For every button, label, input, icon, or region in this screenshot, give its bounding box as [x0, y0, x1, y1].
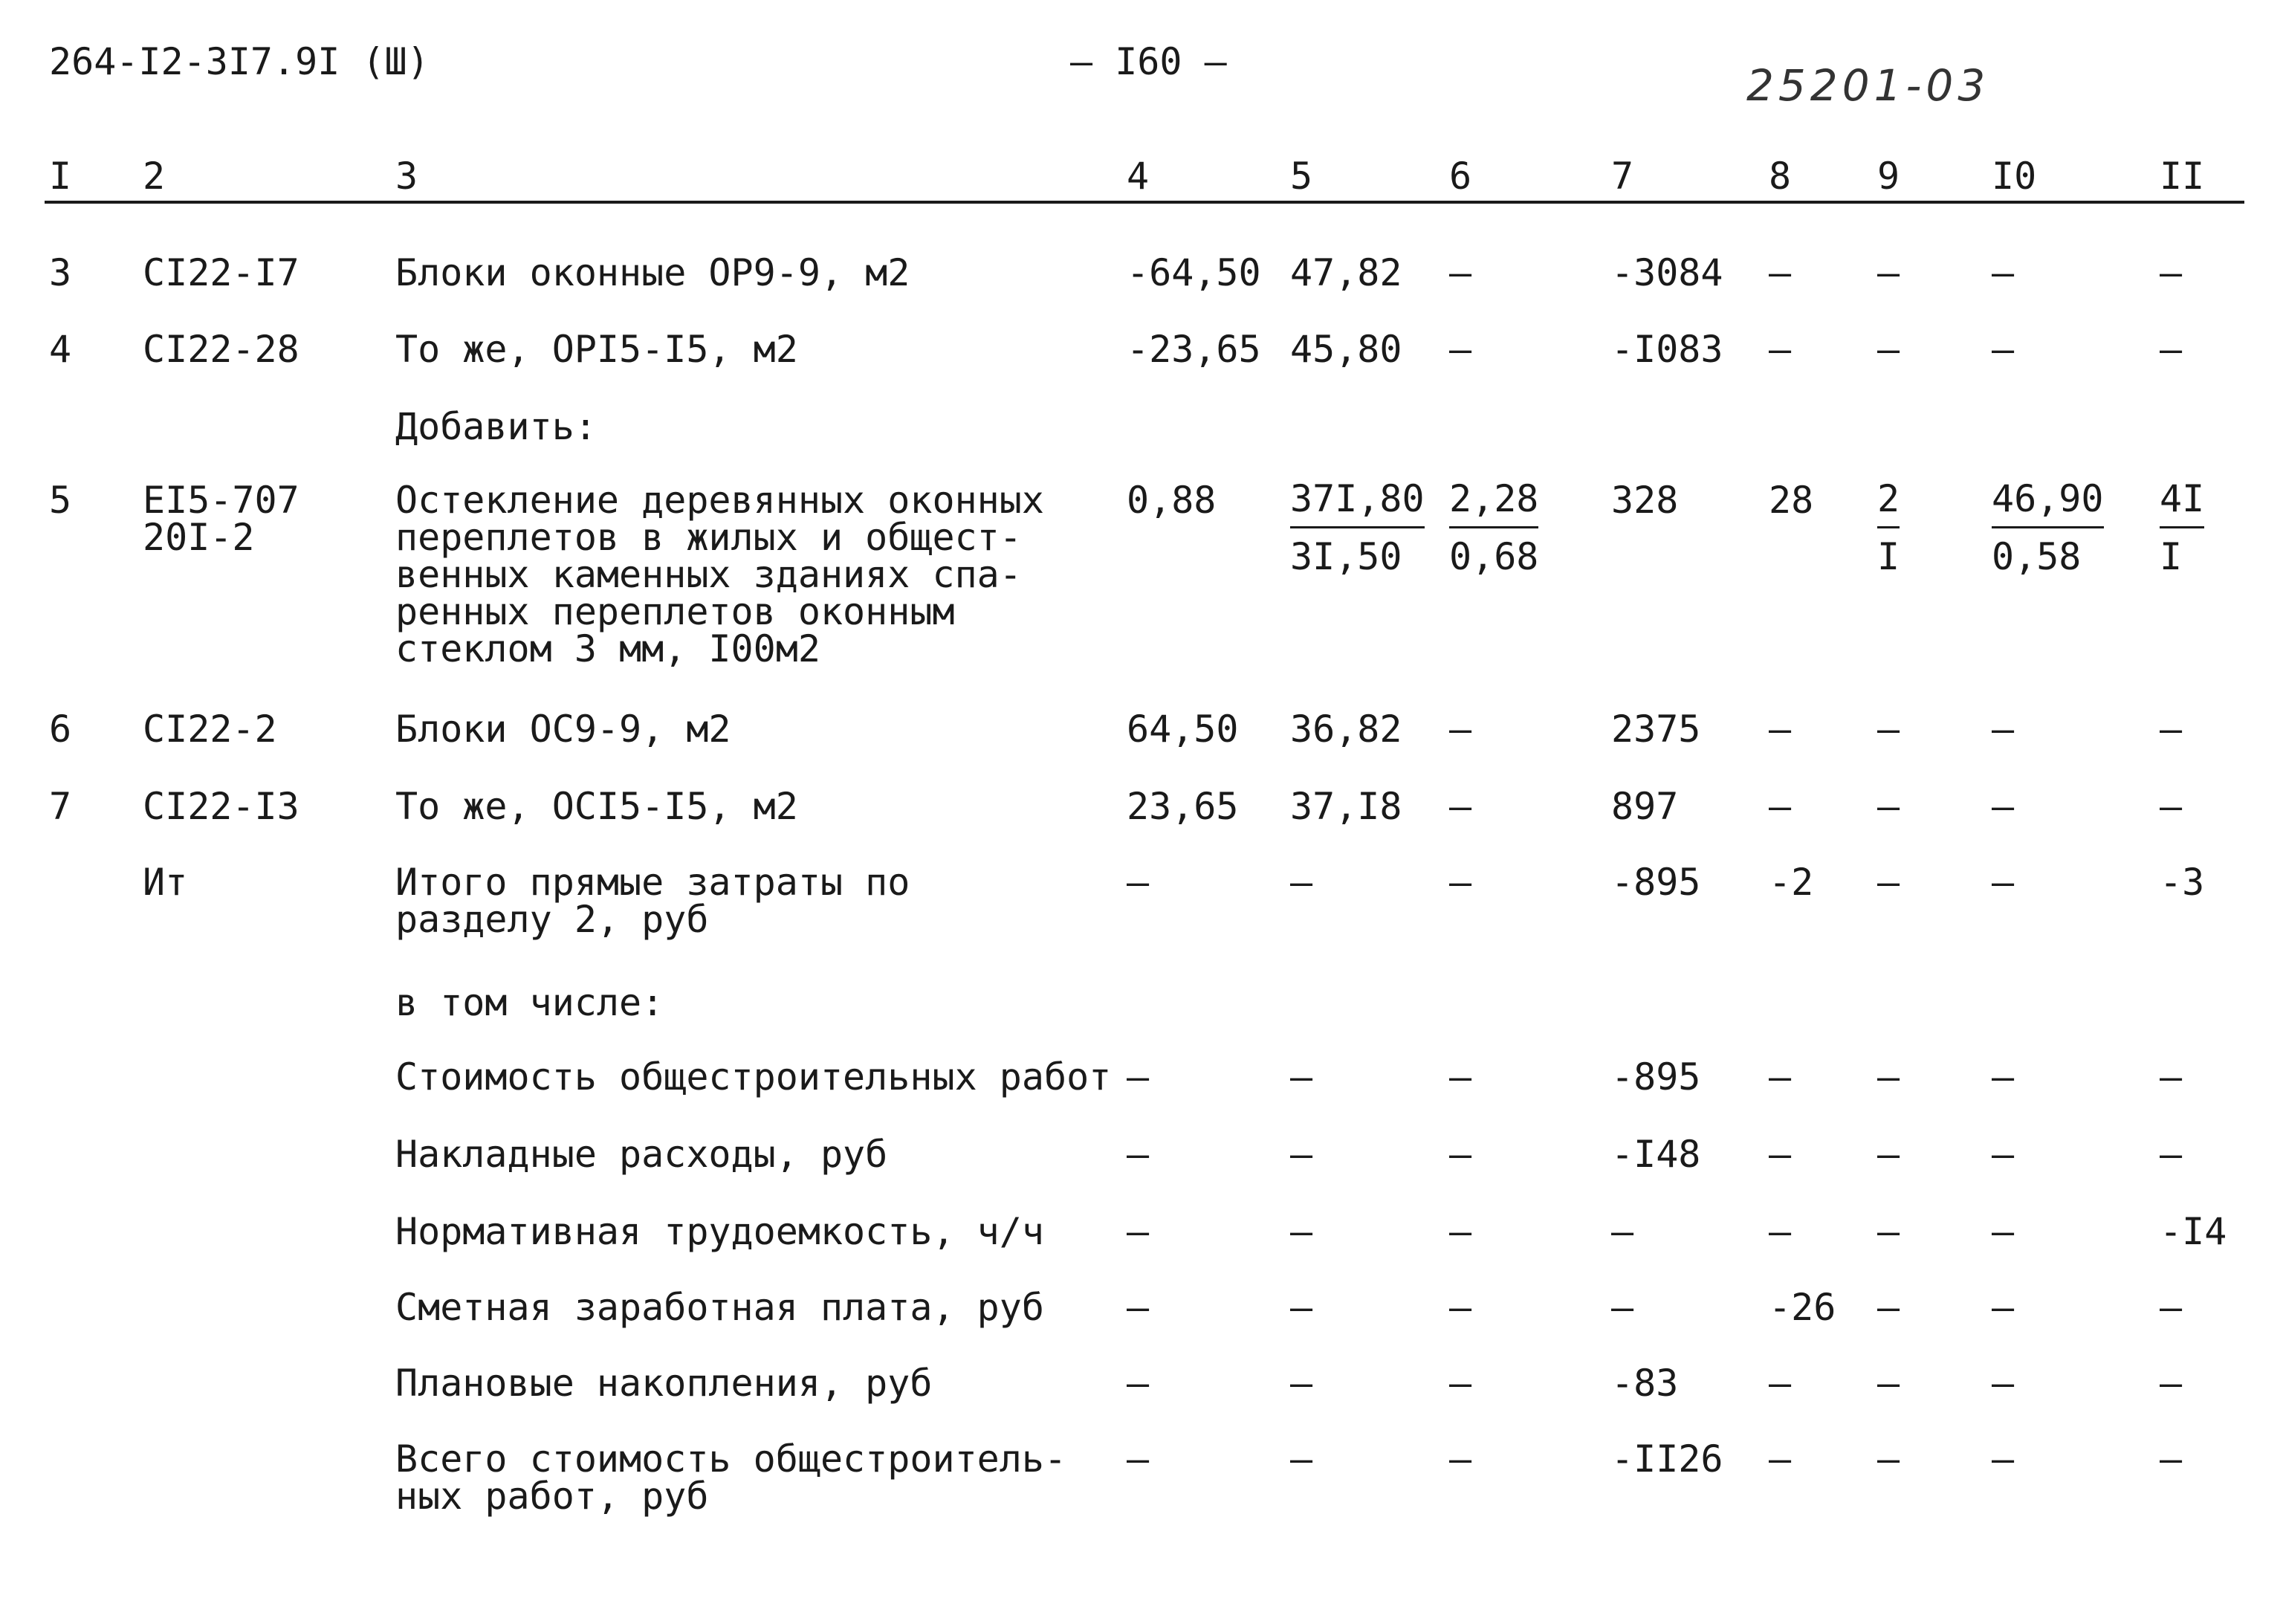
header-rule: [45, 201, 2244, 204]
column-header-10: I0: [1992, 155, 2037, 198]
cell-total: -895: [1611, 1055, 1701, 1099]
cell-description: [395, 981, 664, 1024]
text-line: ренных переплетов оконным: [395, 590, 955, 633]
fraction-denominator: I: [2160, 535, 2183, 578]
cell-labor-unit: [1992, 474, 2104, 585]
cell-labor-per-unit: –: [1877, 861, 1900, 904]
cell-quantity: –: [1127, 1210, 1150, 1253]
text-line: ЕI5-707: [143, 479, 299, 522]
cell-quantity: –: [1127, 1362, 1150, 1405]
cell-total: 328: [1611, 479, 1679, 522]
text-line: переплетов в жилых и общест-: [395, 516, 1022, 559]
cell-labor-total: –: [2160, 1055, 2183, 1099]
column-header-7: 7: [1611, 155, 1634, 198]
cell-labor-total: –: [2160, 785, 2183, 828]
fraction-numerator: 4I: [2160, 474, 2204, 528]
cell-unit-price: 45,80: [1290, 328, 1402, 371]
text-line: Всего стоимость общестроитель-: [395, 1437, 1067, 1481]
column-header-3: 3: [395, 155, 418, 198]
cell-description: [395, 328, 798, 371]
cell-price-extra: –: [1449, 1055, 1472, 1099]
cell-wages: –: [1769, 251, 1792, 294]
cell-unit-price: –: [1290, 1437, 1313, 1481]
cell-labor-total: –: [2160, 328, 2183, 371]
cell-wages: –: [1769, 785, 1792, 828]
cell-wages: –: [1769, 1133, 1792, 1176]
page-number: – I60 –: [1070, 40, 1227, 83]
cell-wages: –: [1769, 1210, 1792, 1253]
cell-labor-per-unit: –: [1877, 708, 1900, 751]
cell-unit-price: –: [1290, 1133, 1313, 1176]
column-header-1: I: [49, 155, 72, 198]
handwritten-number: 25201-03: [1746, 60, 1990, 111]
cell-index: 4: [49, 328, 72, 371]
column-header-9: 9: [1877, 155, 1900, 198]
text-line: Блоки ОС9-9, м2: [395, 708, 731, 751]
cell-unit-price: –: [1290, 1286, 1313, 1329]
cell-unit-price: 37,I8: [1290, 785, 1402, 828]
cell-labor-per-unit: –: [1877, 1210, 1900, 1253]
cell-labor-per-unit: –: [1877, 1133, 1900, 1176]
cell-wages: –: [1769, 708, 1792, 751]
cell-quantity: -64,50: [1127, 251, 1261, 294]
cell-unit-price: –: [1290, 861, 1313, 904]
cell-code: Ит: [143, 861, 188, 904]
cell-price-extra: –: [1449, 708, 1472, 751]
column-header-4: 4: [1127, 155, 1150, 198]
cell-labor-unit: –: [1992, 1362, 2015, 1405]
cell-unit-price: –: [1290, 1362, 1313, 1405]
column-header-8: 8: [1769, 155, 1792, 198]
cell-wages: –: [1769, 1362, 1792, 1405]
cell-labor-unit: –: [1992, 251, 2015, 294]
cell-description: [395, 1437, 1067, 1518]
cell-labor-unit: –: [1992, 1286, 2015, 1329]
cell-description: [395, 479, 1044, 670]
cell-total: -895: [1611, 861, 1701, 904]
cell-unit-price: –: [1290, 1055, 1313, 1099]
fraction-denominator: 3I,50: [1290, 535, 1402, 578]
text-line: То же, ОРI5-I5, м2: [395, 328, 798, 371]
cell-code: CI22-2: [143, 708, 277, 751]
cell-index: 3: [49, 251, 72, 294]
text-line: Сметная заработная плата, руб: [395, 1286, 1044, 1329]
cell-labor-total: –: [2160, 251, 2183, 294]
cell-total: –: [1611, 1286, 1634, 1329]
cell-index: 6: [49, 708, 72, 751]
cell-labor-per-unit: –: [1877, 328, 1900, 371]
cell-quantity: 0,88: [1127, 479, 1217, 522]
cell-labor-unit: –: [1992, 1437, 2015, 1481]
fraction-denominator: I: [1877, 535, 1900, 578]
fraction-denominator: 0,58: [1992, 535, 2082, 578]
column-header-5: 5: [1290, 155, 1313, 198]
cell-index: 5: [49, 479, 72, 522]
cell-total: -I48: [1611, 1133, 1701, 1176]
text-line: Блоки оконные ОР9-9, м2: [395, 251, 910, 294]
cell-description: [395, 1286, 1044, 1329]
cell-labor-unit: –: [1992, 785, 2015, 828]
cell-description: [395, 861, 910, 941]
cell-total: -II26: [1611, 1437, 1723, 1481]
cell-description: [395, 708, 731, 751]
cell-price-extra: [1449, 474, 1538, 585]
cell-labor-per-unit: –: [1877, 251, 1900, 294]
cell-description: [395, 1362, 933, 1405]
cell-unit-price: 36,82: [1290, 708, 1402, 751]
cell-wages: –: [1769, 328, 1792, 371]
cell-labor-total: –: [2160, 1362, 2183, 1405]
cell-wages: –: [1769, 1055, 1792, 1099]
cell-code: CI22-I7: [143, 251, 299, 294]
document-code: 264-I2-3I7.9I (Ш): [49, 40, 430, 83]
text-line: стеклом 3 мм, I00м2: [395, 627, 820, 670]
cell-code: CI22-28: [143, 328, 299, 371]
cell-labor-unit: –: [1992, 1133, 2015, 1176]
cell-quantity: –: [1127, 861, 1150, 904]
cell-labor-unit: –: [1992, 708, 2015, 751]
cell-quantity: –: [1127, 1286, 1150, 1329]
text-line: ных работ, руб: [395, 1475, 709, 1518]
cell-total: 2375: [1611, 708, 1701, 751]
cell-index: 7: [49, 785, 72, 828]
cell-labor-total: –: [2160, 1133, 2183, 1176]
cell-labor-per-unit: –: [1877, 1437, 1900, 1481]
cell-labor-unit: –: [1992, 1210, 2015, 1253]
column-header-6: 6: [1449, 155, 1472, 198]
cell-quantity: -23,65: [1127, 328, 1261, 371]
text-line: Плановые накопления, руб: [395, 1362, 933, 1405]
text-line: То же, ОСI5-I5, м2: [395, 785, 798, 828]
cell-price-extra: –: [1449, 1362, 1472, 1405]
cell-unit-price: –: [1290, 1210, 1313, 1253]
text-line: венных каменных зданиях спа-: [395, 553, 1022, 596]
cell-labor-total: –: [2160, 1437, 2183, 1481]
cell-labor-total: [2160, 474, 2204, 585]
cell-description: [395, 1133, 888, 1176]
cell-quantity: –: [1127, 1055, 1150, 1099]
cell-total: -3084: [1611, 251, 1723, 294]
cell-quantity: –: [1127, 1133, 1150, 1176]
cell-total: –: [1611, 1210, 1634, 1253]
cell-labor-total: -3: [2160, 861, 2205, 904]
cell-wages: -26: [1769, 1286, 1836, 1329]
cell-price-extra: –: [1449, 1286, 1472, 1329]
cell-total: -83: [1611, 1362, 1679, 1405]
text-line: Стоимость общестроительных работ: [395, 1055, 1112, 1099]
cell-labor-total: -I4: [2160, 1210, 2227, 1253]
fraction-denominator: 0,68: [1449, 535, 1539, 578]
cell-description: [395, 1210, 1044, 1253]
text-line: Остекление деревянных оконных: [395, 479, 1044, 522]
cell-labor-unit: –: [1992, 861, 2015, 904]
text-line: Нормативная трудоемкость, ч/ч: [395, 1210, 1044, 1253]
cell-code: [143, 479, 299, 559]
cell-price-extra: –: [1449, 328, 1472, 371]
cell-unit-price: [1290, 474, 1425, 585]
cell-labor-per-unit: –: [1877, 1286, 1900, 1329]
fraction-numerator: 37I,80: [1290, 474, 1425, 528]
cell-total: 897: [1611, 785, 1679, 828]
cell-total: -I083: [1611, 328, 1723, 371]
column-header-2: 2: [143, 155, 166, 198]
cell-description: [395, 251, 910, 294]
text-line: 20I-2: [143, 516, 255, 559]
cell-description: [395, 405, 597, 448]
cell-code: CI22-I3: [143, 785, 299, 828]
cell-unit-price: 47,82: [1290, 251, 1402, 294]
cell-price-extra: –: [1449, 1133, 1472, 1176]
fraction-numerator: 2,28: [1449, 474, 1538, 528]
cell-price-extra: –: [1449, 251, 1472, 294]
text-line: в том числе:: [395, 981, 664, 1024]
cell-labor-per-unit: –: [1877, 1055, 1900, 1099]
cell-quantity: 64,50: [1127, 708, 1239, 751]
cell-price-extra: –: [1449, 785, 1472, 828]
cell-wages: -2: [1769, 861, 1814, 904]
cell-labor-unit: –: [1992, 1055, 2015, 1099]
cell-labor-total: –: [2160, 708, 2183, 751]
cell-labor-per-unit: –: [1877, 1362, 1900, 1405]
cell-labor-total: –: [2160, 1286, 2183, 1329]
cell-price-extra: –: [1449, 1210, 1472, 1253]
cell-quantity: –: [1127, 1437, 1150, 1481]
cell-price-extra: –: [1449, 861, 1472, 904]
text-line: Добавить:: [395, 405, 597, 448]
cell-labor-per-unit: [1877, 474, 1900, 585]
fraction-numerator: 2: [1877, 474, 1900, 528]
cell-description: [395, 785, 798, 828]
text-line: Накладные расходы, руб: [395, 1133, 888, 1176]
text-line: разделу 2, руб: [395, 898, 709, 941]
fraction-numerator: 46,90: [1992, 474, 2104, 528]
column-header-11: II: [2160, 155, 2205, 198]
cell-labor-per-unit: –: [1877, 785, 1900, 828]
cell-description: [395, 1055, 1112, 1099]
text-line: Итого прямые затраты по: [395, 861, 910, 904]
cell-price-extra: –: [1449, 1437, 1472, 1481]
cell-labor-unit: –: [1992, 328, 2015, 371]
cell-wages: 28: [1769, 479, 1814, 522]
cell-wages: –: [1769, 1437, 1792, 1481]
cell-quantity: 23,65: [1127, 785, 1239, 828]
